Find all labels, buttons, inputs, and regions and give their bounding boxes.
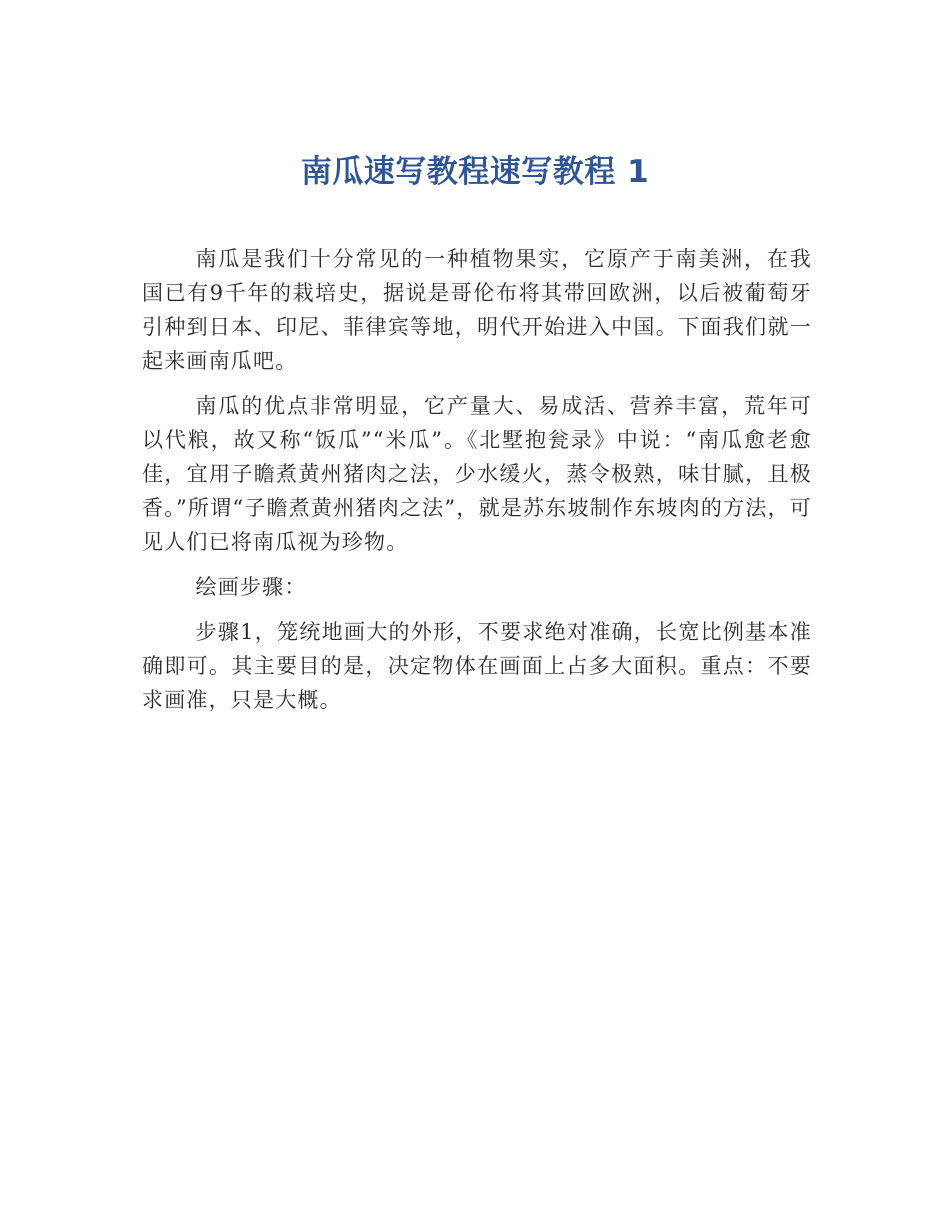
document-body: [142, 242, 812, 728]
paragraph-advantages: 南瓜的优点非常明显，它产量大、易成活、营养丰富，荒年可以代粮，故又称“饭瓜”“米瓜”。《北墅抱瓮录》中说：“南瓜愈老愈佳，宜用子瞻煮黄州猪肉之法，少水缓火，蒸令极熟，味甘腻，且极香。”所谓“子瞻煮黄州猪肉之法”，就是苏东坡制作东坡肉的方法，可见人们已将南瓜视为珍物。: [142, 394, 812, 554]
paragraph-step-1: 步骤1，笼统地画大的外形，不要求绝对准确，长宽比例基本准确即可。其主要目的是，决定物体在画面上占多大面积。重点：不要求画准，只是大概。: [142, 620, 812, 712]
document-title: 南瓜速写教程速写教程 1: [300, 154, 650, 190]
paragraph-steps-heading: 绘画步骤：: [195, 575, 307, 599]
paragraph-intro: 南瓜是我们十分常见的一种植物果实，它原产于南美洲，在我国已有9千年的栽培史，据说是哥伦布将其带回欧洲，以后被葡萄牙引种到日本、印尼、菲律宾等地，明代开始进入中国。下面我们就一起来画南瓜吧。: [142, 247, 812, 373]
